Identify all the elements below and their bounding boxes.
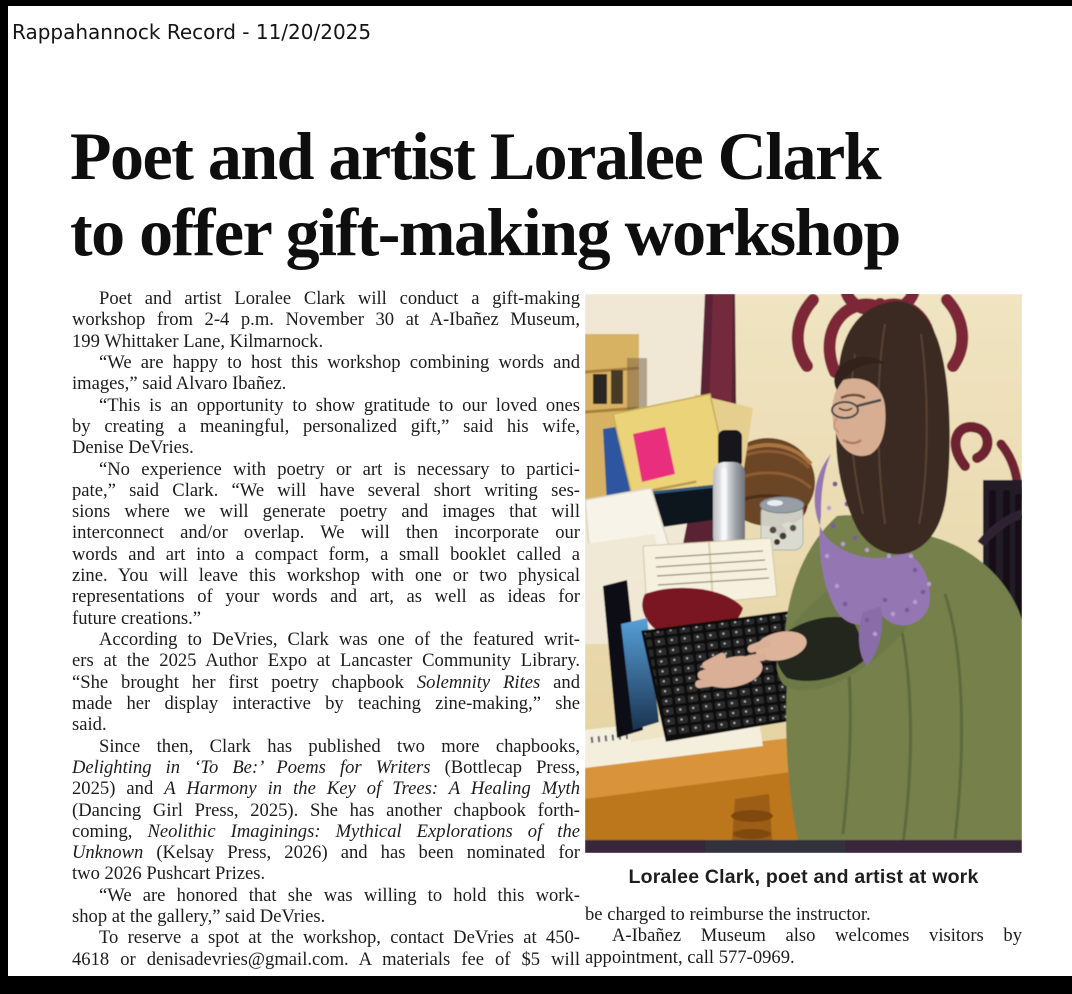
text-line: Poet and artist Loralee Clark will conduct a gift-making [99,288,580,309]
article-headline [70,118,1050,270]
text-line: 199 Whittaker Lane, Kilmarnock. [72,330,324,352]
text-line: two 2026 Pushcart Prizes. [72,863,266,885]
text-line: sions where we will generate poetry and images that will [72,501,580,523]
text-line: said. [72,714,107,736]
text-line: “We are happy to host this workshop combining words and [99,351,580,373]
text-line: shop at the gallery,” said DeVries. [72,906,326,928]
text-line: A-Ibañez Museum also welcomes visitors by [612,925,1022,947]
text-line: appointment, call 577-0969. [585,946,795,968]
text-line: Since then, Clark has published two more chapbooks, [99,735,580,757]
text-line: Denise DeVries. [72,437,194,459]
text-line: words and art into a compact form, a small booklet called a [72,543,580,565]
text-line: According to DeVries, Clark was one of the featured writ- [99,629,580,650]
text-line: coming, Neolithic Imaginings: Mythical Explorations of the [72,820,580,842]
text-line: “She brought her first poetry chapbook Solemnity Rites and [72,671,580,693]
text-line: Unknown (Kelsay Press, 2026) and has been nominated for [72,842,580,864]
text-line: zine. You will leave this workshop with one or two physical [72,565,580,587]
text-line: 2025) and A Harmony in the Key of Trees: A Healing Myth [72,778,580,800]
text-line: “No experience with poetry or art is necessary to partici- [99,458,580,480]
text-line: made her display interactive by teaching zine-making,” she [72,692,580,714]
text-line: “This is an opportunity to show gratitude to our loved ones [99,394,580,416]
top-border-bar [0,0,1072,6]
article-body-continuation [585,904,1022,968]
text-line: pate,” said Clark. “We will have several short writing ses- [72,479,580,501]
article-photo [585,294,1022,853]
publication-date-line: Rappahannock Record - 11/20/2025 [12,20,372,44]
photo-caption: Loralee Clark, poet and artist at work [628,866,979,888]
headline-line-2: to offer gift-making workshop [70,194,900,270]
text-line: ers at the 2025 Author Expo at Lancaster Community Library. [72,650,580,672]
article-body-left-column [72,288,580,970]
left-border-bar [0,0,8,994]
text-line: by creating a meaningful, personalized gift,” said his wife, [72,415,580,437]
text-line: be charged to reimburse the instructor. [585,904,871,925]
text-line: representations of your words and art, as well as ideas for [72,586,580,608]
text-line: interconnect and/or overlap. We will then incorporate our [72,522,580,544]
text-line: “We are honored that she was willing to hold this work- [99,884,580,906]
text-line: 4618 or denisadevries@gmail.com. A materials fee of $5 will [72,948,580,970]
text-line: future creations.” [72,607,202,629]
text-line: images,” said Alvaro Ibañez. [72,373,287,395]
text-line: workshop from 2-4 p.m. November 30 at A-Ibañez Museum, [72,309,580,331]
headline-line-1: Poet and artist Loralee Clark [70,118,881,194]
text-line: (Dancing Girl Press, 2025). She has another chapbook forth- [72,799,580,821]
text-line: To reserve a spot at the workshop, contact DeVries at 450- [99,927,580,949]
text-line: Delighting in ‘To Be:’ Poems for Writers (Bottlecap Press, [72,756,580,778]
article-right-column [585,294,1022,968]
bottom-border-bar [0,976,1072,994]
